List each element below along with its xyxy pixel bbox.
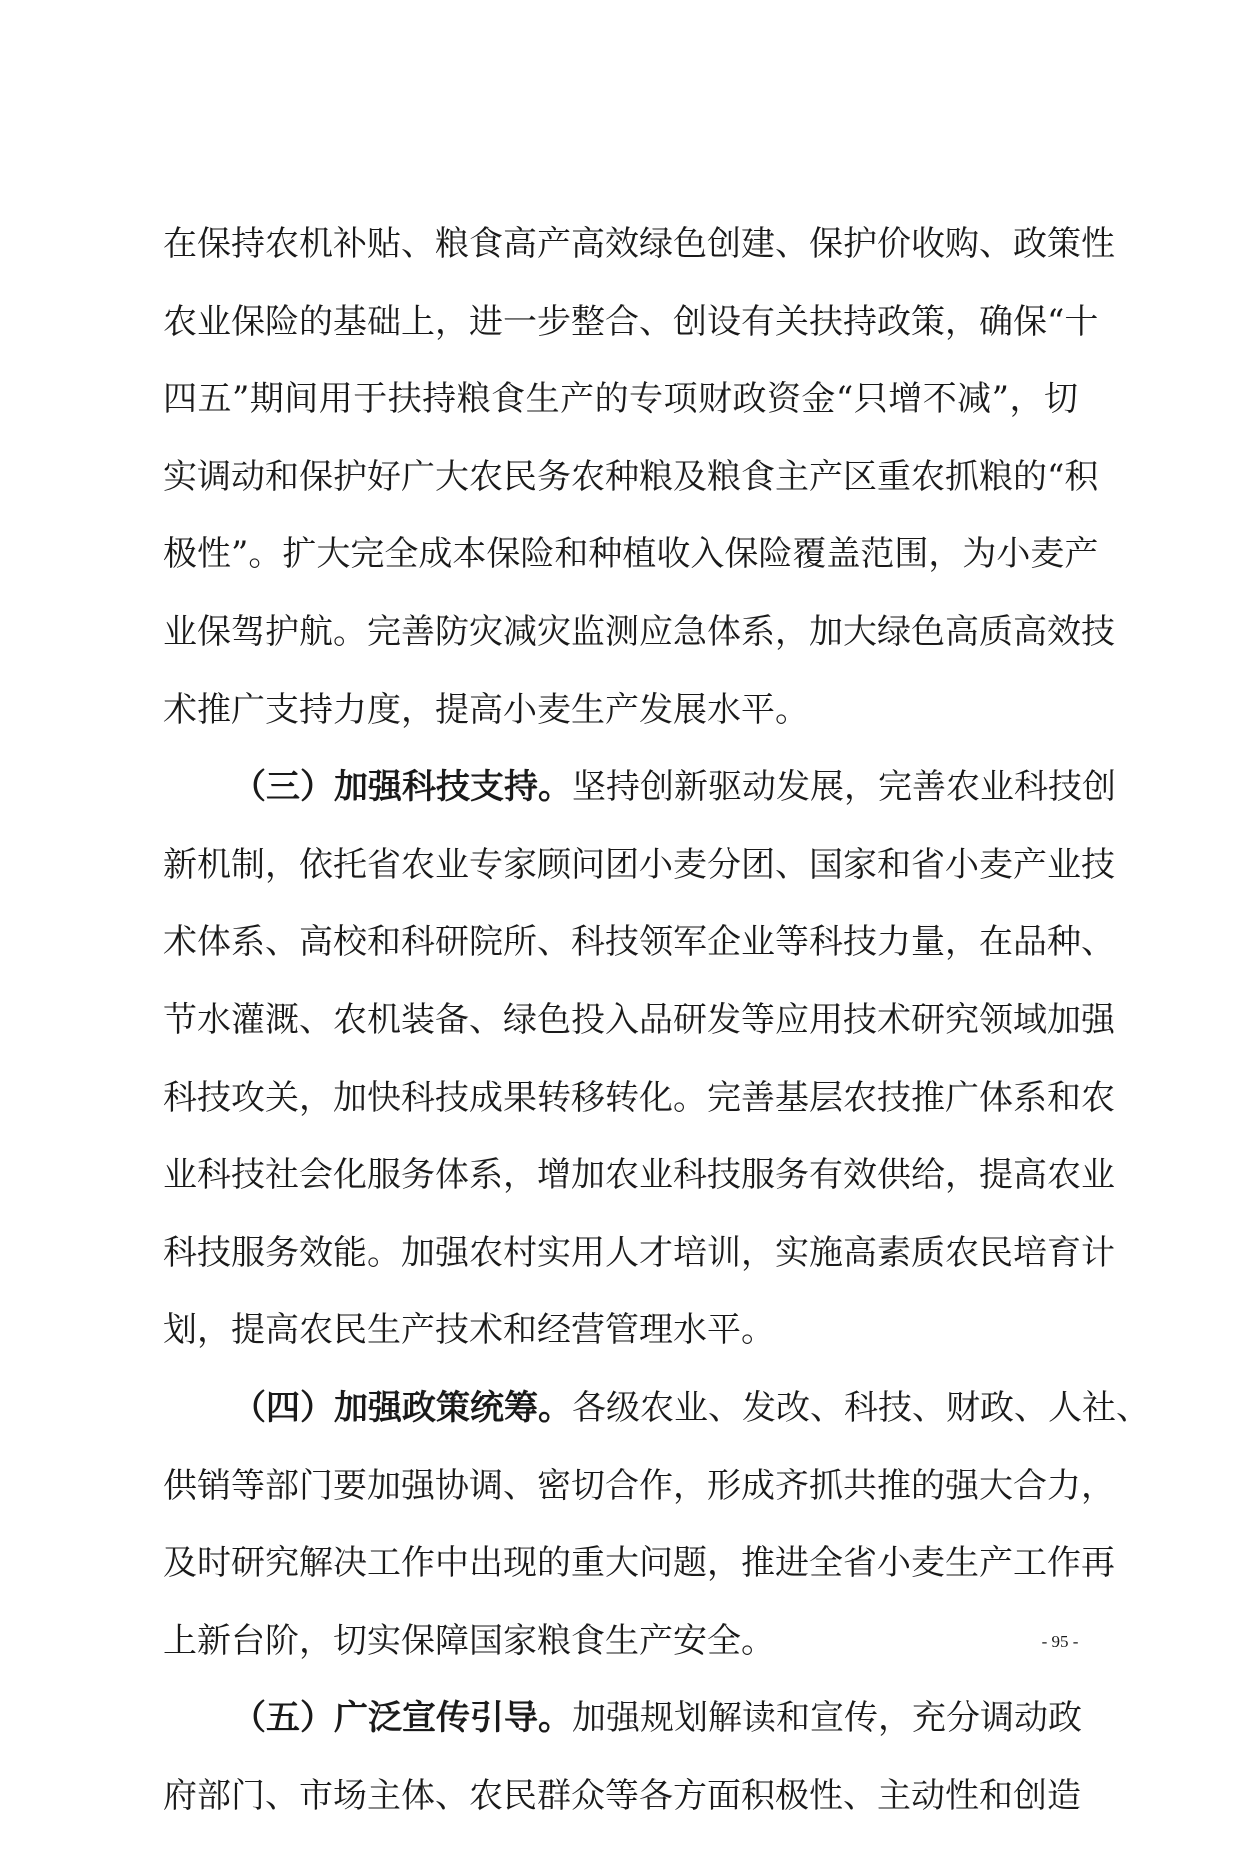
text-line: 农业保险的基础上，进一步整合、创设有关扶持政策，确保“十 xyxy=(163,301,1099,342)
section-3-first-line xyxy=(163,765,1116,843)
text-line: 科技服务效能。加强农村实用人才培训，实施高素质农民培育计 xyxy=(163,1232,1115,1273)
section-4-text: 各级农业、发改、科技、财政、人社、 xyxy=(572,1387,1150,1428)
section-heading-4: （四）加强政策统筹。 xyxy=(232,1387,572,1428)
text-line: 术体系、高校和科研院所、科技领军企业等科技力量，在品种、 xyxy=(163,922,1115,963)
text-line: 节水灌溉、农机装备、绿色投入品研发等应用技术研究领域加强 xyxy=(163,999,1115,1040)
text-line: 术推广支持力度，提高小麦生产发展水平。 xyxy=(163,689,809,730)
section-5-text: 加强规划解读和宣传，充分调动政 xyxy=(572,1698,1082,1739)
section-heading-3: （三）加强科技支持。 xyxy=(232,767,572,808)
text-line: 上新台阶，切实保障国家粮食生产安全。 xyxy=(163,1620,775,1661)
text-line: 新机制，依托省农业专家顾问团小麦分团、国家和省小麦产业技 xyxy=(163,844,1115,885)
text-line: 划，提高农民生产技术和经营管理水平。 xyxy=(163,1310,775,1351)
section-heading-5: （五）广泛宣传引导。 xyxy=(232,1698,572,1739)
document-body xyxy=(163,222,1150,1851)
text-line: 业保驾护航。完善防灾减灾监测应急体系，加大绿色高质高效技 xyxy=(163,611,1115,652)
text-line: 科技攻关，加快科技成果转移转化。完善基层农技推广体系和农 xyxy=(163,1077,1115,1118)
section-5-first-line xyxy=(163,1696,1082,1774)
text-line: 府部门、市场主体、农民群众等各方面积极性、主动性和创造 xyxy=(163,1775,1081,1816)
text-line: 在保持农机补贴、粮食高产高效绿色创建、保护价收购、政策性 xyxy=(163,224,1115,264)
text-line: 实调动和保护好广大农民务农种粮及粮食主产区重农抓粮的“积 xyxy=(163,456,1099,497)
text-line: 及时研究解决工作中出现的重大问题，推进全省小麦生产工作再 xyxy=(163,1543,1115,1584)
section-3-text: 坚持创新驱动发展，完善农业科技创 xyxy=(572,767,1116,808)
text-line: 业科技社会化服务体系，增加农业科技服务有效供给，提高农业 xyxy=(163,1155,1115,1196)
page-number: - 95 - xyxy=(1041,1632,1079,1651)
section-4-first-line xyxy=(163,1386,1150,1464)
text-line: 供销等部门要加强协调、密切合作，形成齐抓共推的强大合力， xyxy=(163,1465,1115,1506)
text-line: 四五”期间用于扶持粮食生产的专项财政资金“只增不减”，切 xyxy=(163,379,1078,420)
text-line: 极性”。扩大完全成本保险和种植收入保险覆盖范围，为小麦产 xyxy=(163,534,1099,575)
